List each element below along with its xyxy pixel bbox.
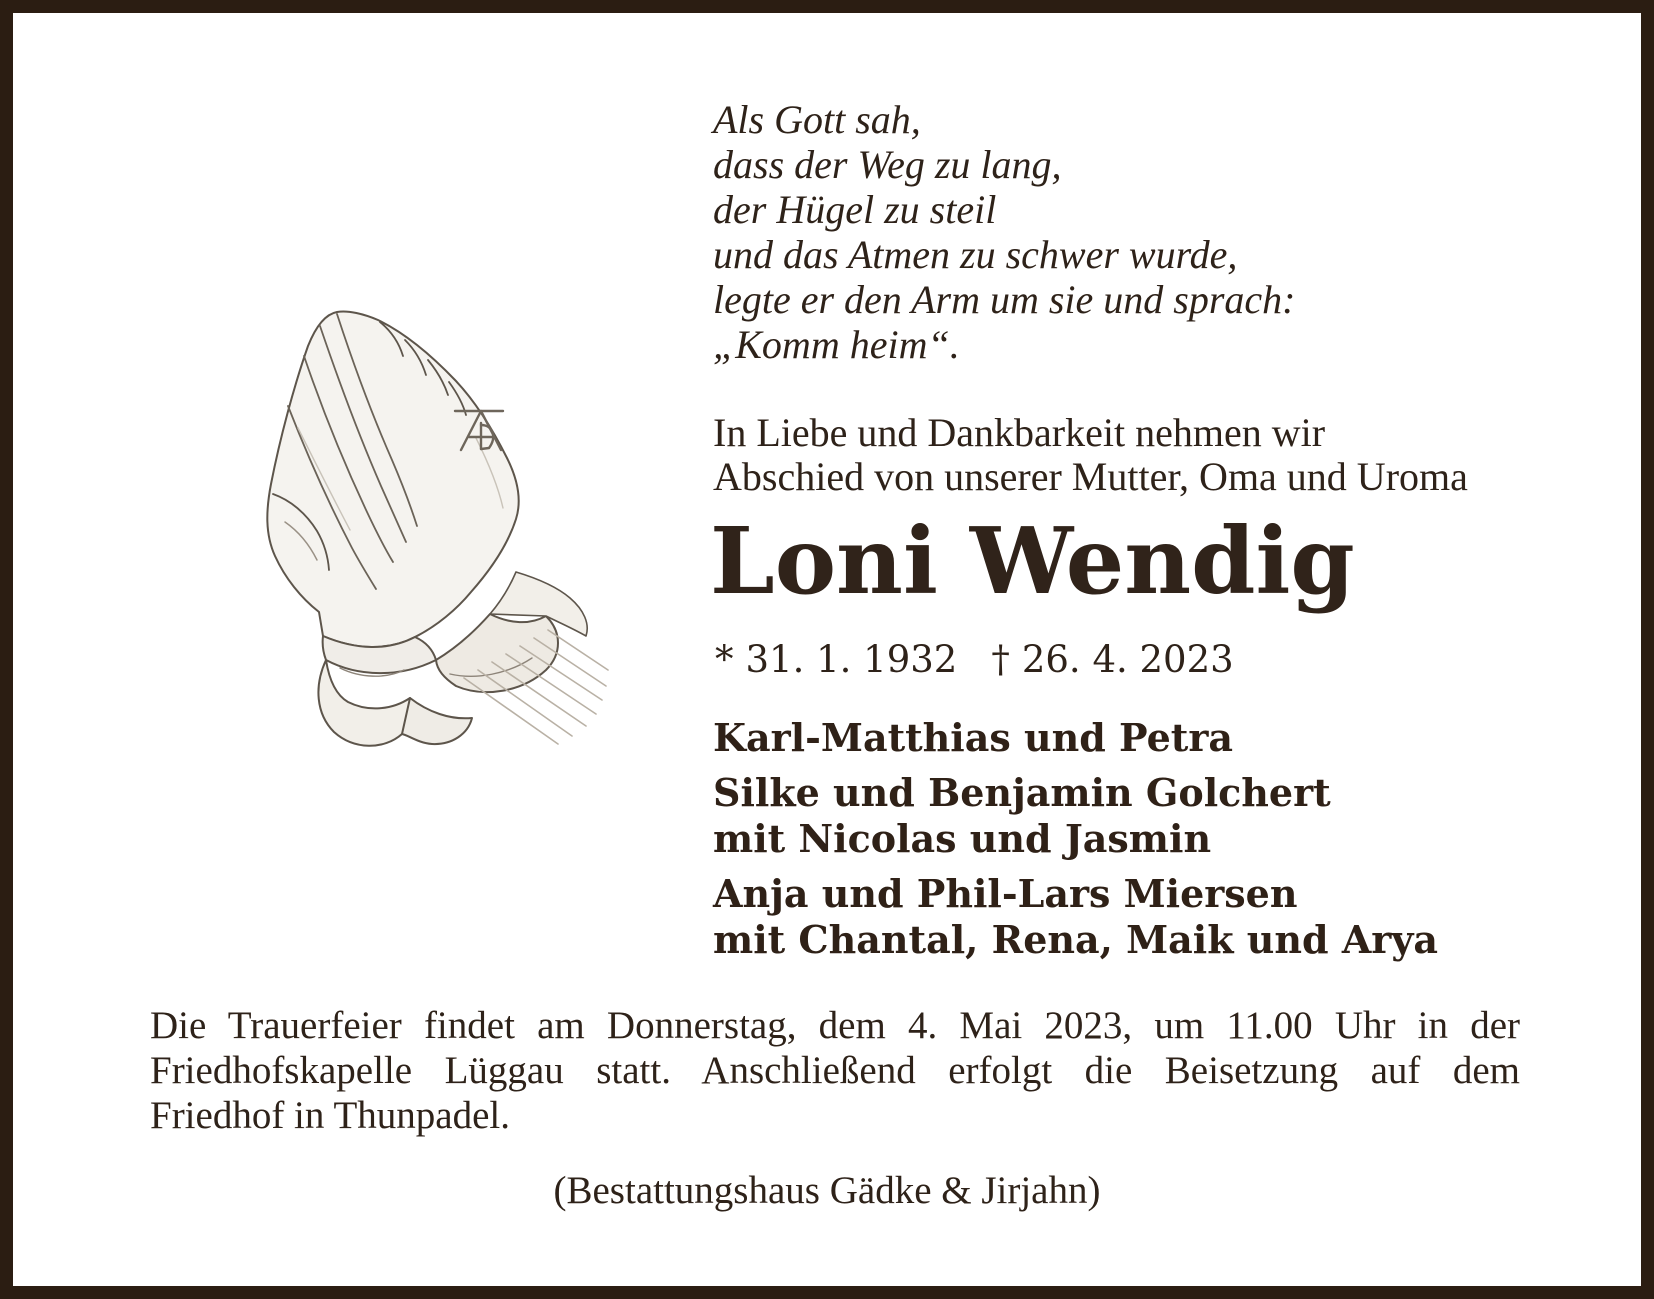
mourner-line: Anja und Phil-Lars Miersen [713,871,1298,916]
farewell-line: Abschied von unserer Mutter, Oma und Uroma [713,454,1468,499]
mourner-line: mit Chantal, Rena, Maik und Arya [713,917,1439,962]
poem-line: legte er den Arm um sie und sprach: [713,277,1296,322]
poem-line: dass der Weg zu lang, [713,142,1062,187]
poem-line: und das Atmen zu schwer wurde, [713,232,1238,277]
poem-line: Als Gott sah, [713,97,921,142]
cross-symbol: † [991,638,1010,681]
born-symbol: * [715,638,734,681]
praying-hands-engraving-icon [240,298,620,768]
mourner-line: mit Nicolas und Jasmin [713,816,1212,861]
poem-line: „Komm heim“. [713,322,960,367]
praying-hands-image [240,298,620,768]
mourner-group [713,871,1438,963]
funeral-home: (Bestattungshaus Gädke & Jirjahn) [553,1169,1101,1212]
funeral-information [150,1003,1520,1138]
deceased-name: Loni Wendig [710,507,1355,615]
mourner-line: Silke und Benjamin Golchert [713,770,1331,815]
mourners-list [713,715,1438,972]
funeral-info-line: Die Trauerfeier findet am Donnerstag, dem 4. Mai 2023, um 11.00 Uhr in der [150,1004,1520,1047]
memorial-poem [713,97,1296,367]
poem-line: der Hügel zu steil [713,187,997,232]
mourner-group [713,770,1438,862]
farewell-line: In Liebe und Dankbarkeit nehmen wir [713,410,1326,455]
birth-date-value: 31. 1. 1932 [745,638,958,681]
funeral-info-line: Friedhofskapelle Lüggau statt. Anschließend erfolgt die Beisetzung auf dem [150,1049,1520,1092]
mourner-group [713,715,1438,761]
mourner-line: Karl-Matthias und Petra [713,715,1233,760]
death-date [991,639,1233,681]
funeral-info-line: Friedhof in Thunpadel. [150,1094,510,1137]
death-date-value: 26. 4. 2023 [1021,638,1234,681]
life-dates [715,639,1234,681]
birth-date [715,639,957,681]
farewell-statement [713,411,1468,499]
